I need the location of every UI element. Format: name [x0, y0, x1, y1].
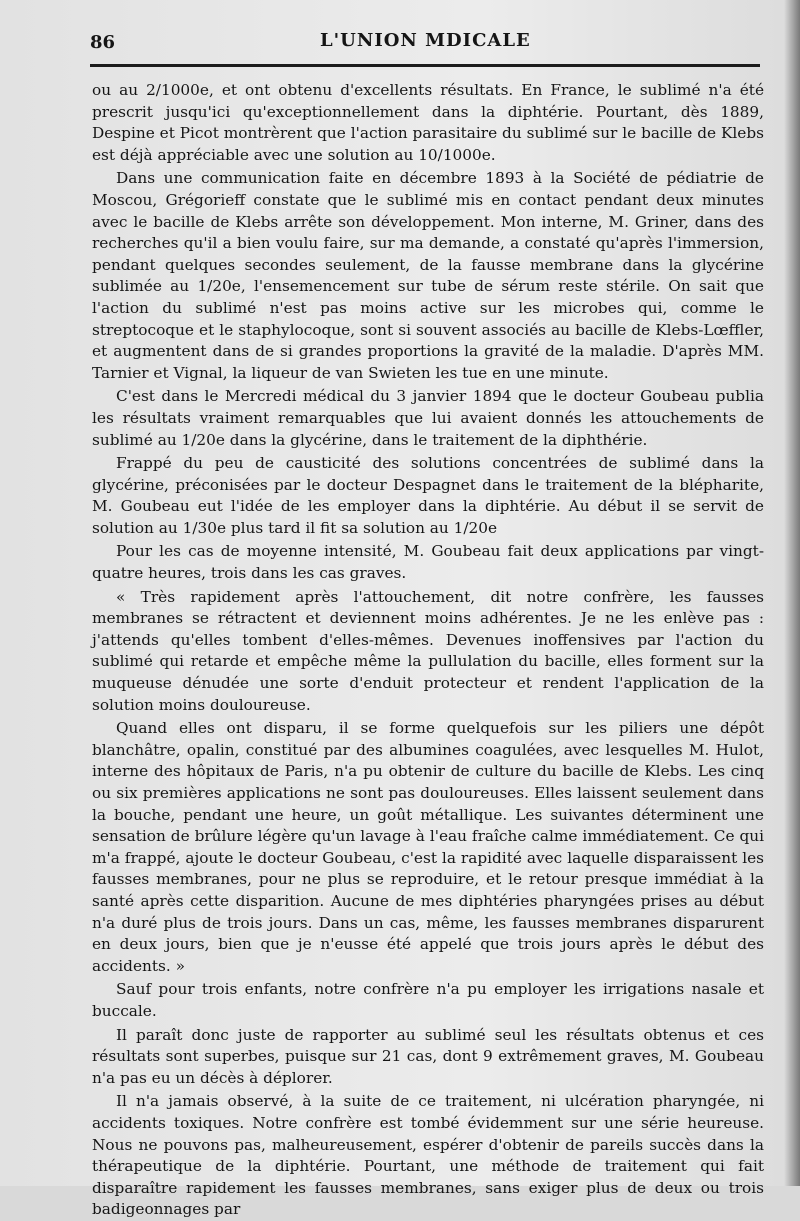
paragraph: Dans une communication faite en décembre 1893 à la Société de pédiatrie de Moscou, Grégorieff constate que le sublimé mis en contact pendant deux minutes avec le bacille de Klebs arrête son développement. Mon interne, M. Griner, dans des recherches qu'il a bien voulu faire, sur ma demande, a constaté qu'après l'immersion, pendant quelques secondes seulement, de la fausse membrane dans la glycérine sublimée au 1/20e, l'ensemencement sur tube de sérum reste stérile. On sait que l'action du sublimé n'est pas moins active sur les microbes qui, comme le streptocoque et le staphylocoque, sont si souvent associés au bacille de Klebs-Lœffler, et augmentent dans de si grandes proportions la gravité de la maladie. D'après MM. Tarnier et Vignal, la liqueur de van Swieten les tue en une minute.: [92, 169, 764, 382]
paragraph: Quand elles ont disparu, il se forme quelquefois sur les piliers une dépôt blanchâtre, opalin, constitué par des albumines coagulées, avec lesquelles M. Hulot, interne des hôpitaux de Paris, n'a pu obtenir de culture du bacille de Klebs. Les cinq ou six premières applications ne sont pas douloureuses. Elles laissent seulement dans la bouche, pendant une heure, un goût métallique. Les suivantes déterminent une sensation de brûlure légère qu'un lavage à l'eau fraîche calme immédiatement. Ce qui m'a frappé, ajoute le docteur Goubeau, c'est la rapidité avec laquelle disparaissent les fausses membranes, pour ne plus se reproduire, et le retour presque immédiat à la santé après cette disparition. Aucune de mes diphtéries pharyngées prises au début n'a duré plus de trois jours. Dans un cas, même, les fausses membranes disparurent en deux jours, bien que je n'eusse été appelé que trois jours après le début des accidents. »: [92, 719, 764, 975]
paragraph: Il paraît donc juste de rapporter au sublimé seul les résultats obtenus et ces résultats sont superbes, puisque sur 21 cas, dont 9 extrêmement graves, M. Goubeau n'a pas eu un décès à déplorer.: [92, 1025, 764, 1087]
header-rule: [90, 64, 760, 67]
paragraph: Il n'a jamais observé, à la suite de ce traitement, ni ulcération pharyngée, ni accidents toxiques. Notre confrère est tombé évidemment sur une série heureuse. Nous ne pouvons pas, malheureusement, espérer d'obtenir de pareils succès dans la thérapeutique de la diphtérie. Pourtant, une méthode de traitement qui fait disparaître rapidement les fausses membranes, sans exiger plus de deux ou trois badigeonnages par: [92, 1092, 764, 1219]
running-header: [90, 28, 760, 64]
article-body: [92, 80, 764, 1219]
paragraph: Frappé du peu de causticité des solutions concentrées de sublimé dans la glycérine, préconisées par le docteur Despagnet dans le traitement de la blépharite, M. Goubeau eut l'idée de les employer dans la diphtérie. Au début il se servit de solution au 1/30e plus tard il fit sa solution au 1/20e: [92, 454, 764, 537]
paragraph: C'est dans le Mercredi médical du 3 janvier 1894 que le docteur Goubeau publia les résultats vraiment remarquables que lui avaient donnés les attouchements de sublimé au 1/20e dans la glycérine, dans le traitement de la diphthérie.: [92, 387, 764, 449]
page-edge-shadow: [784, 0, 800, 1186]
paragraph: « Très rapidement après l'attouchement, dit notre confrère, les fausses membranes se rétractent et deviennent moins adhérentes. Je ne les enlève pas : j'attends qu'elles tombent d'elles-mêmes. Devenues inoffensives par l'action du sublimé qui retarde et empêche même la pullulation du bacille, elles forment sur la muqueuse dénudée une sorte d'enduit protecteur et rendent l'application de la solution moins douloureuse.: [92, 587, 764, 714]
paragraph: Pour les cas de moyenne intensité, M. Goubeau fait deux applications par vingt-quatre heures, trois dans les cas graves.: [92, 542, 764, 583]
page-number: 86: [90, 32, 116, 53]
paragraph: Sauf pour trois enfants, notre confrère n'a pu employer les irrigations nasale et buccale.: [92, 980, 764, 1020]
paragraph: ou au 2/1000e, et ont obtenu d'excellents résultats. En France, le sublimé n'a été prescrit jusqu'ici qu'exceptionnellement dans la diphtérie. Pourtant, dès 1889, Despine et Picot montrèrent que l'action parasitaire du sublimé sur le bacille de Klebs est déjà appréciable avec une solution au 10/1000e.: [92, 81, 764, 164]
journal-title: L'UNION MDICALE: [320, 30, 531, 51]
